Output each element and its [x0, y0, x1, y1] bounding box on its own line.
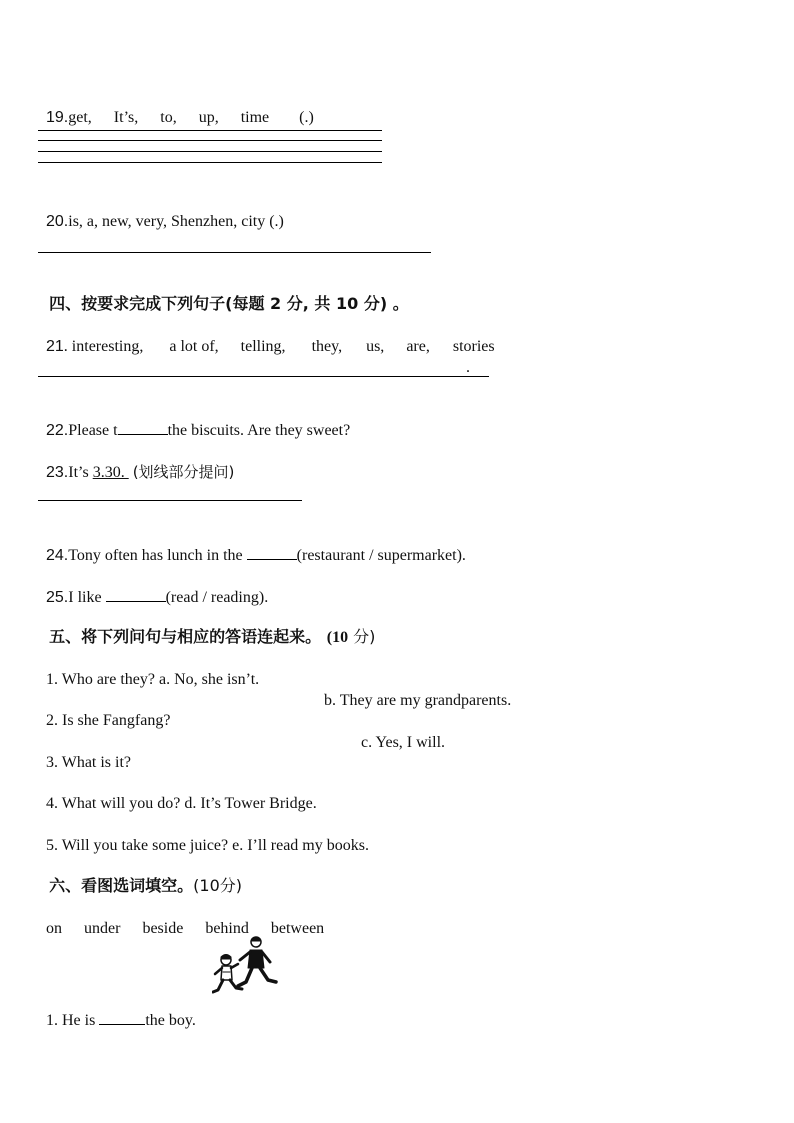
match-answer: d. It’s Tower Bridge.	[184, 795, 317, 812]
q25-number: 25.	[46, 589, 69, 606]
section-5-title: 五、将下列问句与相应的答语连起来。	[49, 627, 322, 646]
word-bank-item: behind	[205, 920, 249, 937]
q23-number: 23.	[46, 464, 69, 481]
word-bank-item: between	[270, 920, 325, 937]
match-question: 3. What is it?	[46, 754, 132, 771]
word-bank	[38, 899, 324, 939]
section-6-points-unit: 分)	[219, 876, 243, 895]
match-question: 2. Is she Fangfang?	[46, 712, 171, 729]
q21-number: 21	[46, 338, 64, 355]
fill-blank[interactable]	[99, 1010, 145, 1025]
q25-before: I like	[68, 589, 106, 606]
answer-line	[38, 252, 431, 253]
q20-text: is, a, new, very, Shenzhen, city (.)	[68, 213, 284, 230]
match-answer: a. No, she isn’t.	[159, 671, 260, 688]
q19	[38, 88, 314, 128]
q23	[38, 442, 234, 483]
answer-line	[38, 162, 382, 163]
word-bank-item: on	[46, 920, 62, 937]
q21-word: a lot of,	[169, 338, 219, 355]
section-4-points: 10	[336, 294, 359, 313]
word-bank-item: beside	[142, 920, 184, 937]
word-bank-item: under	[84, 920, 121, 937]
q23-underlined: 3.30.	[92, 464, 129, 481]
q22-after: the biscuits. Are they sweet?	[167, 422, 351, 439]
q25-after: (read / reading).	[165, 589, 269, 606]
match-item	[38, 774, 317, 814]
boy-and-man-running-illustration	[212, 934, 282, 1004]
q22	[38, 400, 350, 441]
match-question: 5. Will you take some juice?	[46, 837, 229, 854]
q23-before: It’s	[68, 464, 93, 481]
match-answer: c. Yes, I will.	[361, 734, 446, 751]
section-4-points: 分) 。	[363, 294, 409, 313]
section-4-points: 2	[270, 294, 282, 313]
section-5-points: (10	[326, 629, 349, 646]
q22-number: 22.	[46, 422, 69, 439]
section-4-points: 分, 共	[286, 294, 331, 313]
q19-word: It’s,	[113, 109, 139, 126]
q20	[38, 192, 284, 232]
q25	[38, 567, 268, 608]
q19-word: time	[240, 109, 270, 126]
fill-blank[interactable]	[247, 545, 297, 560]
q21-end-mark: .	[466, 359, 470, 376]
match-question: 4. What will you do?	[46, 795, 181, 812]
answer-line	[38, 376, 489, 377]
q21-word: are,	[406, 338, 430, 355]
running-man-figure	[238, 937, 276, 986]
q19-word: (.)	[299, 109, 314, 126]
match-item	[38, 733, 131, 773]
match-item	[38, 691, 170, 731]
match-answer: b. They are my grandparents.	[324, 692, 512, 709]
q19-word: up,	[198, 109, 219, 126]
section-5-points-unit: 分)	[353, 627, 376, 646]
q21-word: stories	[452, 338, 495, 355]
q21	[38, 317, 495, 357]
section-4-title: 四、按要求完成下列句子(每题	[49, 294, 265, 313]
answer-line	[38, 130, 382, 131]
q21-word: us,	[366, 338, 385, 355]
section-6-heading	[38, 856, 242, 896]
q19-number: 19.	[46, 109, 69, 126]
pic-q1-before: 1. He is	[46, 1012, 100, 1029]
q19-word: to,	[160, 109, 177, 126]
q21-word: they,	[311, 338, 343, 355]
q20-number: 20.	[46, 213, 69, 230]
section-5-heading	[38, 607, 375, 648]
match-item	[38, 650, 259, 690]
match-answer: e. I’ll read my books.	[232, 837, 369, 854]
answer-line	[38, 151, 382, 152]
pic-q1-after: the boy.	[145, 1012, 196, 1029]
section-4-heading	[38, 274, 409, 314]
q21-word: telling,	[240, 338, 286, 355]
q24-before: Tony often has lunch in the	[68, 547, 247, 564]
answer-line	[38, 500, 302, 501]
q24	[38, 525, 466, 566]
match-question: 1. Who are they?	[46, 671, 155, 688]
q24-number: 24.	[46, 547, 69, 564]
section-6-title: 六、看图选词填空。	[49, 876, 194, 895]
q22-before: Please t	[68, 422, 118, 439]
q19-word: get,	[68, 109, 92, 126]
section-6-points: (10	[193, 876, 220, 895]
picture-question-1	[38, 990, 196, 1031]
q23-note: (划线部分提问)	[132, 463, 235, 481]
fill-blank[interactable]	[106, 587, 166, 602]
match-item	[38, 816, 369, 856]
fill-blank[interactable]	[118, 420, 168, 435]
q24-after: (restaurant / supermarket).	[296, 547, 466, 564]
q21-word: . interesting,	[63, 338, 144, 355]
answer-line	[38, 140, 382, 141]
